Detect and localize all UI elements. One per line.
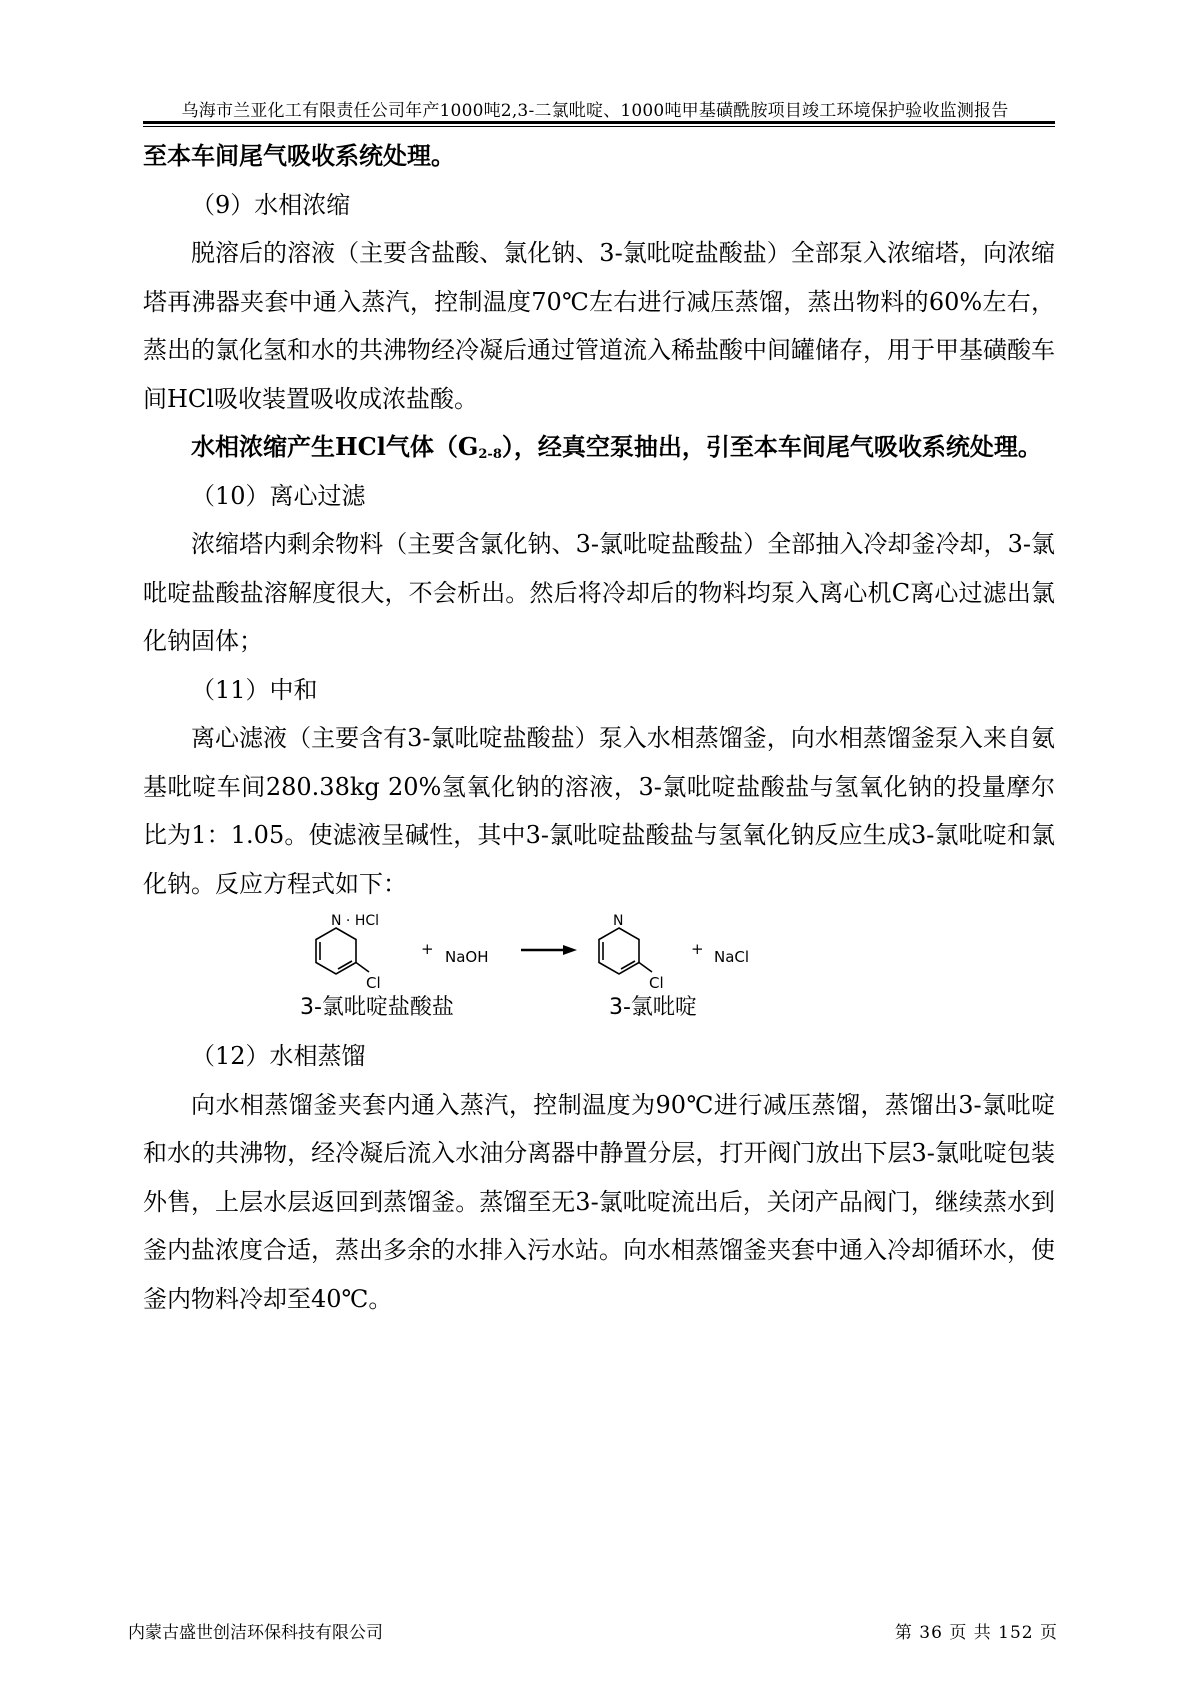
footer-company: 内蒙古盛世创洁环保科技有限公司	[128, 1623, 383, 1643]
plus-sign-2: +	[691, 940, 704, 958]
document-body	[143, 132, 1055, 1323]
paragraph-distillation: 向水相蒸馏釜夹套内通入蒸汽，控制温度为90℃进行减压蒸馏，蒸馏出3-氯吡啶和水的共沸物，经冷凝后流入水油分离器中静置分层，打开阀门放出下层3-氯吡啶包装外售，上层水层返回到蒸馏釜。蒸馏至无3-氯吡啶流出后，关闭产品阀门，继续蒸水到釜内盐浓度合适，蒸出多余的水排入污水站。向水相蒸馏釜夹套中通入冷却循环水，使釜内物料冷却至40℃。	[143, 1090, 1055, 1313]
product-cl-label: Cl	[649, 974, 664, 992]
product-pyridine-ring-icon	[599, 928, 652, 974]
header-rule-thin	[143, 126, 1055, 127]
hcl-gas-text-b: ），经真空泵抽出，引至本车间尾气吸收系统处理。	[501, 432, 1042, 461]
reaction-equation	[143, 912, 1055, 1024]
reagent-naoh: NaOH	[445, 948, 489, 966]
paragraph-continuation: 至本车间尾气吸收系统处理。	[143, 141, 455, 170]
reaction-arrow-icon	[521, 945, 577, 955]
header-rule-thick	[143, 121, 1055, 124]
hcl-gas-text-a: 水相浓缩产生HCl气体（G	[191, 432, 479, 461]
product-name: 3-氯吡啶	[609, 995, 697, 1020]
section-heading-12: （12）水相蒸馏	[191, 1042, 366, 1070]
section-heading-11: （11）中和	[191, 675, 318, 704]
reactant-name: 3-氯吡啶盐酸盐	[300, 995, 454, 1020]
page-header: 乌海市兰亚化工有限责任公司年产1000吨2,3-二氯吡啶、1000吨甲基磺酰胺项目竣工环境保护验收监测报告	[181, 101, 1009, 121]
paragraph-neutralization: 离心滤液（主要含有3-氯吡啶盐酸盐）泵入水相蒸馏釜，向水相蒸馏釜泵入来自氨基吡啶车间280.38kg 20%氢氧化钠的溶液，3-氯吡啶盐酸盐与氢氧化钠的投量摩尔比为1：1.05。使滤液呈碱性，其中3-氯吡啶盐酸盐与氢氧化钠反应生成3-氯吡啶和氯化钠。反应方程式如下：	[143, 724, 1055, 898]
product-n-label: N	[613, 913, 624, 929]
hcl-gas-subscript: 2-8	[478, 447, 502, 462]
section-heading-9: （9）水相浓缩	[191, 190, 351, 219]
reactant-n-label: N · HCl	[331, 913, 380, 929]
reactant-cl-label: Cl	[366, 974, 381, 992]
plus-sign-1: +	[421, 940, 434, 958]
reactant-pyridine-ring-icon	[316, 928, 369, 974]
paragraph-centrifuge: 浓缩塔内剩余物料（主要含氯化钠、3-氯吡啶盐酸盐）全部抽入冷却釜冷却，3-氯吡啶盐酸盐溶解度很大，不会析出。然后将冷却后的物料均泵入离心机C离心过滤出氯化钠固体；	[143, 530, 1055, 655]
reaction-diagram	[143, 912, 1055, 1024]
paragraph-concentration: 脱溶后的溶液（主要含盐酸、氯化钠、3-氯吡啶盐酸盐）全部泵入浓缩塔，向浓缩塔再沸器夹套中通入蒸汽，控制温度70℃左右进行减压蒸馏，蒸出物料的60%左右，蒸出的氯化氢和水的共沸物经冷凝后通过管道流入稀盐酸中间罐储存，用于甲基磺酸车间HCl吸收装置吸收成浓盐酸。	[143, 239, 1055, 413]
footer-page-number: 第 36 页 共 152 页	[894, 1623, 1058, 1643]
byproduct-nacl: NaCl	[714, 948, 750, 966]
paragraph-hcl-gas	[143, 423, 1055, 472]
section-heading-10: （10）离心过滤	[191, 481, 366, 510]
